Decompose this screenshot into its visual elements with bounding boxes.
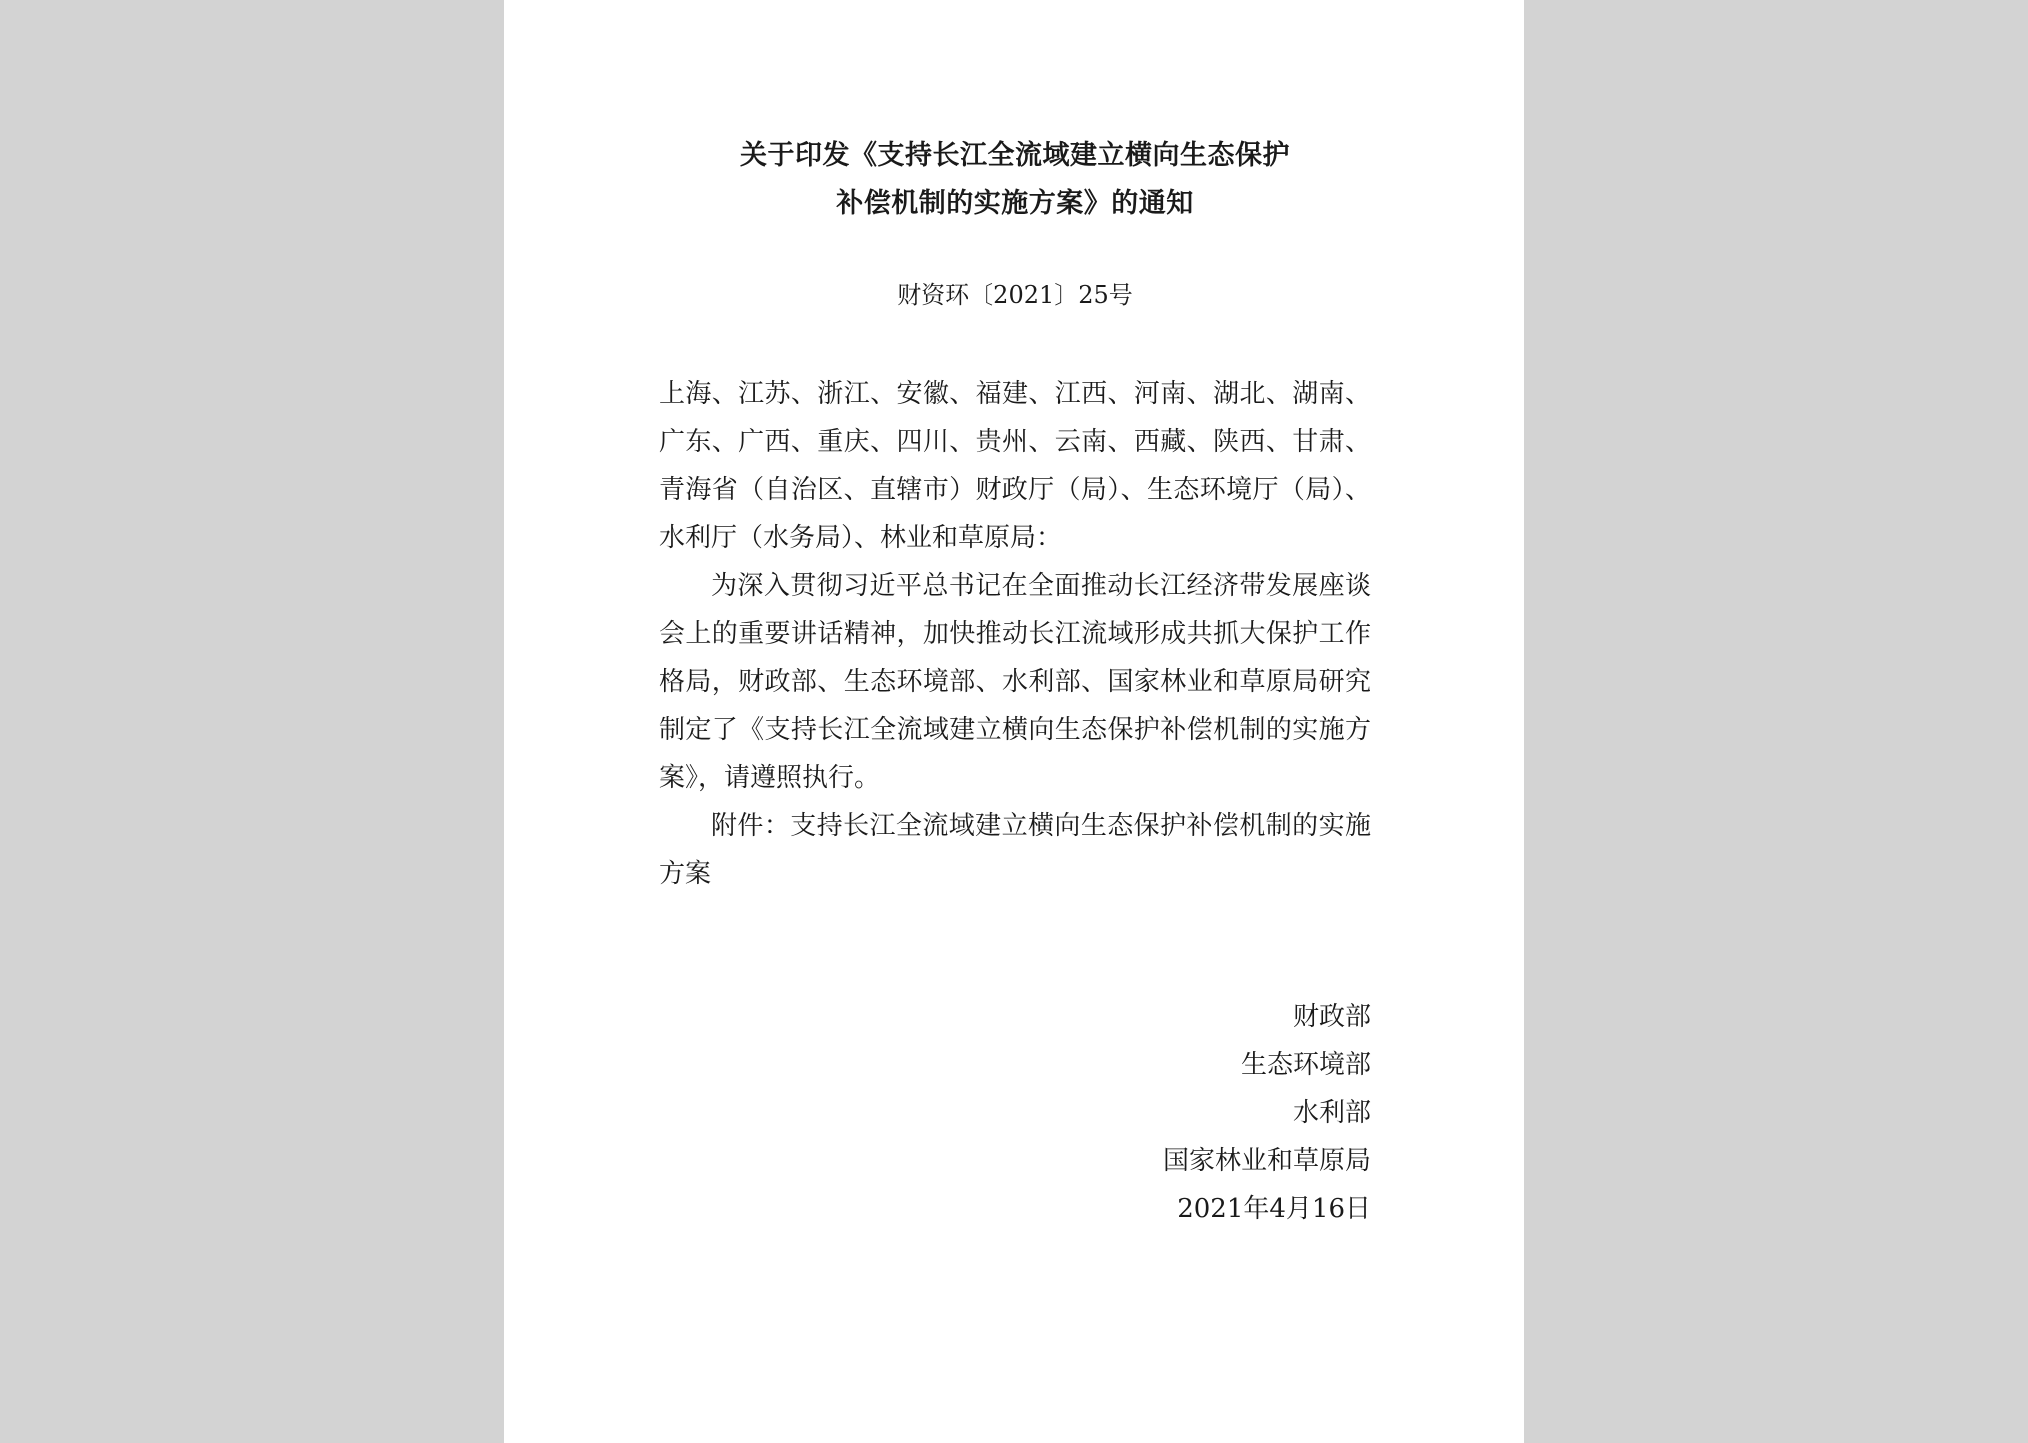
signatory-2: 生态环境部 [1240, 1050, 1371, 1080]
signatory-1: 财政部 [1292, 1002, 1371, 1032]
signatory-3: 水利部 [1292, 1098, 1371, 1128]
document-title [659, 132, 1371, 228]
document-body [659, 370, 1371, 898]
addressees: 上海、江苏、浙江、安徽、福建、江西、河南、湖北、湖南、广东、广西、重庆、四川、贵州、云南、西藏、陕西、甘肃、青海省（自治区、直辖市）财政厅（局）、生态环境厅（局）、水利厅（水务局）、林业和草原局： [659, 379, 1371, 553]
signature-block [659, 993, 1371, 1233]
title-line-1: 关于印发《支持长江全流域建立横向生态保护 [740, 140, 1290, 171]
paragraph-1: 为深入贯彻习近平总书记在全面推动长江经济带发展座谈会上的重要讲话精神，加快推动长江流域形成共抓大保护工作格局，财政部、生态环境部、水利部、国家林业和草原局研究制定了《支持长江全流域建立横向生态保护补偿机制的实施方案》，请遵照执行。 [659, 571, 1371, 793]
signature-date: 2021年4月16日 [1177, 1194, 1371, 1224]
document-number: 财资环〔2021〕25号 [897, 281, 1133, 309]
attachment-note: 附件：支持长江全流域建立横向生态保护补偿机制的实施方案 [659, 811, 1371, 889]
signatory-4: 国家林业和草原局 [1162, 1146, 1371, 1176]
title-line-2: 补偿机制的实施方案》的通知 [836, 188, 1194, 219]
document-page [504, 0, 1524, 1443]
